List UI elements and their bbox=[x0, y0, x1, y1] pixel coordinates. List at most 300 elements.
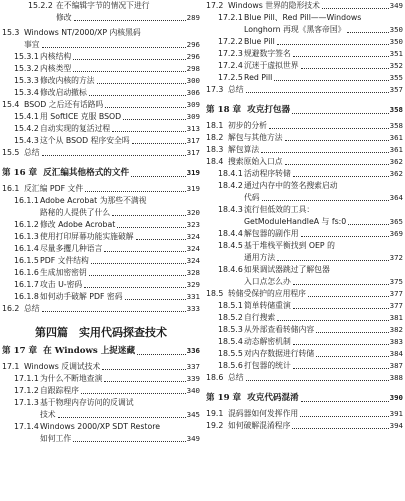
toc-entry-continuation bbox=[2, 433, 200, 445]
page-number: 313 bbox=[186, 124, 200, 133]
section-title: 通过内存中的签名搜索启动 bbox=[244, 181, 338, 190]
toc-entry bbox=[206, 180, 403, 192]
toc-entry-continuation bbox=[2, 409, 200, 421]
page-number: 324 bbox=[186, 256, 200, 265]
section-title: 生成加密密钥 bbox=[40, 268, 87, 277]
page-number: 298 bbox=[186, 64, 200, 73]
section-title: 基于物理内存访问的反调试 bbox=[40, 398, 134, 407]
section-number: 18.4.5 bbox=[218, 241, 243, 250]
page-number: 349 bbox=[186, 434, 200, 443]
page-number: 317 bbox=[186, 136, 200, 145]
section-title: 如何动手破解 PDF 密码 bbox=[40, 292, 123, 301]
toc-entry bbox=[2, 267, 200, 279]
dot-leader bbox=[293, 368, 389, 369]
toc-entry bbox=[2, 303, 200, 315]
page-number: 390 bbox=[389, 393, 403, 402]
dot-leader bbox=[104, 381, 185, 382]
toc-entry-continuation bbox=[206, 276, 403, 288]
toc-entry bbox=[2, 231, 200, 243]
page-number: 345 bbox=[186, 410, 200, 419]
toc-entry bbox=[2, 421, 200, 433]
toc-right-column bbox=[206, 0, 403, 432]
page-number: 358 bbox=[389, 121, 403, 130]
dot-leader bbox=[292, 113, 389, 114]
dot-leader bbox=[132, 143, 186, 144]
page-number: 384 bbox=[389, 349, 403, 358]
dot-leader bbox=[73, 59, 185, 60]
toc-entry bbox=[206, 144, 403, 156]
page-number: 296 bbox=[186, 40, 200, 49]
section-title: 如何工作 bbox=[40, 434, 72, 443]
toc-entry bbox=[2, 291, 200, 303]
toc-entry bbox=[206, 120, 403, 132]
section-number: 15.4.3 bbox=[14, 136, 39, 145]
chapter-number: 第 19 章 bbox=[206, 393, 242, 403]
dot-leader bbox=[123, 119, 185, 120]
page-number: 323 bbox=[186, 220, 200, 229]
dot-leader bbox=[348, 224, 388, 225]
toc-entry bbox=[2, 75, 200, 87]
section-number: 17.1.1 bbox=[14, 374, 39, 383]
section-title: Blue Pill、Red Pill——Windows bbox=[244, 13, 362, 22]
section-number: 18.4.1 bbox=[218, 169, 243, 178]
spacer bbox=[206, 384, 403, 391]
toc-entry-continuation bbox=[206, 192, 403, 204]
section-number: 17.2.4 bbox=[218, 61, 243, 70]
dot-leader bbox=[74, 20, 186, 21]
dot-leader bbox=[316, 332, 388, 333]
page-number: 372 bbox=[389, 253, 403, 262]
section-number: 18.4.2 bbox=[218, 181, 243, 190]
toc-entry bbox=[206, 420, 403, 432]
section-number: 18.5 bbox=[206, 289, 224, 298]
section-number: 17.2.1 bbox=[218, 13, 243, 22]
page-number: 352 bbox=[389, 61, 403, 70]
section-title: 搜索原始入口点 bbox=[228, 157, 283, 166]
section-number: 16.1.5 bbox=[14, 256, 39, 265]
page-number: 324 bbox=[186, 244, 200, 253]
section-title: Longhorn 再现《黑客帝国》 bbox=[244, 25, 346, 34]
page-number: 306 bbox=[186, 88, 200, 97]
section-number: 18.5.4 bbox=[218, 337, 243, 346]
dot-leader bbox=[308, 296, 389, 297]
page-number: 358 bbox=[389, 105, 403, 114]
section-title: 总结 bbox=[228, 85, 244, 94]
page-number: 383 bbox=[389, 337, 403, 346]
page-number: 382 bbox=[389, 325, 403, 334]
toc-entry bbox=[206, 84, 403, 96]
section-number: 15.5 bbox=[2, 148, 20, 157]
page-number: 337 bbox=[186, 362, 200, 371]
section-number: 18.1 bbox=[206, 121, 224, 130]
toc-entry bbox=[2, 27, 200, 39]
section-number: 18.4.3 bbox=[218, 205, 243, 214]
section-number: 16.1.7 bbox=[14, 280, 39, 289]
dot-leader bbox=[293, 284, 389, 285]
page-number: 381 bbox=[389, 313, 403, 322]
dot-leader bbox=[89, 275, 186, 276]
dot-leader bbox=[246, 92, 389, 93]
toc-entry bbox=[206, 288, 403, 300]
toc-entry bbox=[206, 348, 403, 360]
section-title: 内核结构 bbox=[40, 52, 72, 61]
spacer bbox=[2, 159, 200, 166]
section-title: 总结 bbox=[228, 373, 244, 382]
section-title: 如果调试器跳过了解包器 bbox=[244, 265, 330, 274]
section-number: 16.1 bbox=[2, 184, 20, 193]
page-number: 331 bbox=[186, 292, 200, 301]
toc-entry bbox=[206, 204, 403, 216]
section-title: 使用打印屏幕功能实施破解 bbox=[40, 232, 134, 241]
page-number: 362 bbox=[389, 157, 403, 166]
section-title: 规避数字签名 bbox=[244, 49, 291, 58]
toc-entry-continuation bbox=[2, 39, 200, 51]
toc-entry-continuation bbox=[206, 216, 403, 228]
toc-entry bbox=[206, 168, 403, 180]
dot-leader bbox=[137, 354, 186, 355]
dot-leader bbox=[262, 200, 389, 201]
section-number: 15.3.2 bbox=[14, 64, 39, 73]
section-number: 18.5.5 bbox=[218, 349, 243, 358]
section-number: 18.5.1 bbox=[218, 301, 243, 310]
page-number: 300 bbox=[186, 76, 200, 85]
section-number: 16.1.1 bbox=[14, 196, 39, 205]
page-number: 336 bbox=[186, 346, 200, 355]
toc-entry bbox=[206, 408, 403, 420]
chapter-number: 第 16 章 bbox=[2, 168, 38, 178]
section-title: 反汇编 PDF 文件 bbox=[24, 184, 84, 193]
toc-left-column bbox=[2, 0, 200, 445]
dot-leader bbox=[42, 155, 186, 156]
page-number: 355 bbox=[389, 73, 403, 82]
page-number: 388 bbox=[389, 373, 403, 382]
section-title: Windows NT/2000/XP 内核黑码 bbox=[24, 28, 141, 37]
toc-entry bbox=[2, 255, 200, 267]
toc-chapter-entry bbox=[2, 344, 200, 358]
section-number: 19.1 bbox=[206, 409, 224, 418]
toc-entry bbox=[206, 372, 403, 384]
dot-leader bbox=[131, 176, 186, 177]
page-number: 394 bbox=[389, 421, 403, 430]
dot-leader bbox=[125, 299, 186, 300]
toc-chapter-entry bbox=[206, 391, 403, 405]
section-title: 流行但低效的工具： bbox=[244, 205, 315, 214]
section-number: 16.2 bbox=[2, 304, 20, 313]
dot-leader bbox=[73, 441, 185, 442]
section-number: 17.3 bbox=[206, 85, 224, 94]
chapter-title: 攻克代码混淆 bbox=[247, 393, 299, 403]
section-title: Windows 反调试技术 bbox=[24, 362, 101, 371]
toc-entry bbox=[206, 0, 403, 12]
section-title: 攻击 U-密码 bbox=[40, 280, 83, 289]
section-title: 转储受保护的应用程序 bbox=[228, 289, 306, 298]
section-title: 技术 bbox=[40, 410, 56, 419]
section-title: 修改 bbox=[56, 13, 72, 22]
page-number: 309 bbox=[186, 100, 200, 109]
toc-entry bbox=[206, 72, 403, 84]
dot-leader bbox=[42, 47, 186, 48]
section-number: 18.5.6 bbox=[218, 361, 243, 370]
page-number: 289 bbox=[186, 13, 200, 22]
section-number: 17.2.3 bbox=[218, 49, 243, 58]
toc-entry bbox=[206, 48, 403, 60]
toc-entry bbox=[2, 147, 200, 159]
toc-entry bbox=[2, 51, 200, 63]
toc-entry-continuation bbox=[2, 12, 200, 24]
dot-leader bbox=[293, 176, 389, 177]
dot-leader bbox=[300, 416, 388, 417]
toc-entry bbox=[206, 240, 403, 252]
section-number: 17.1.3 bbox=[14, 398, 39, 407]
section-title: 事宜 bbox=[24, 40, 40, 49]
toc-entry bbox=[2, 87, 200, 99]
toc-entry bbox=[2, 361, 200, 373]
dot-leader bbox=[292, 428, 388, 429]
toc-entry bbox=[2, 135, 200, 147]
page-number: 387 bbox=[389, 361, 403, 370]
chapter-number: 第 17 章 bbox=[2, 346, 38, 356]
dot-leader bbox=[347, 32, 388, 33]
section-title: Windows 2000/XP SDT Restore bbox=[40, 422, 161, 431]
toc-entry bbox=[2, 279, 200, 291]
toc-entry bbox=[2, 111, 200, 123]
section-title: 代码 bbox=[244, 193, 260, 202]
page-number: 333 bbox=[186, 304, 200, 313]
section-number: 16.1.4 bbox=[14, 244, 39, 253]
section-title: 解包算法 bbox=[228, 145, 260, 154]
toc-chapter-entry bbox=[2, 166, 200, 180]
section-title: 为什么不断地查演 bbox=[40, 374, 103, 383]
dot-leader bbox=[89, 95, 186, 96]
page-number: 319 bbox=[186, 184, 200, 193]
dot-leader bbox=[102, 369, 185, 370]
section-title: 入口点怎么办 bbox=[244, 277, 291, 286]
section-title: 从外部查看转储内容 bbox=[244, 325, 315, 334]
chapter-title: 攻克打包器 bbox=[247, 105, 291, 115]
toc-entry bbox=[206, 300, 403, 312]
page-number: 319 bbox=[186, 168, 200, 177]
page-number: 317 bbox=[186, 148, 200, 157]
toc-entry-continuation bbox=[2, 207, 200, 219]
section-number: 15.3.1 bbox=[14, 52, 39, 61]
page-number: 377 bbox=[389, 289, 403, 298]
section-number: 15.3.4 bbox=[14, 88, 39, 97]
toc-entry bbox=[2, 385, 200, 397]
dot-leader bbox=[246, 380, 389, 381]
toc-entry bbox=[206, 12, 403, 24]
section-title: Red Pill bbox=[244, 73, 273, 82]
page-number: 361 bbox=[389, 133, 403, 142]
section-number: 18.5.2 bbox=[218, 313, 243, 322]
section-number: 18.4.6 bbox=[218, 265, 243, 274]
section-title: GetModuleHandleA 与 fs:0 bbox=[244, 217, 347, 226]
dot-leader bbox=[316, 356, 388, 357]
page-number: 309 bbox=[186, 112, 200, 121]
dot-leader bbox=[269, 128, 389, 129]
section-title: 总结 bbox=[24, 304, 40, 313]
section-number: 16.1.2 bbox=[14, 220, 39, 229]
dot-leader bbox=[285, 164, 389, 165]
toc-entry bbox=[206, 36, 403, 48]
section-number: 18.2 bbox=[206, 133, 224, 142]
section-number: 16.1.8 bbox=[14, 292, 39, 301]
dot-leader bbox=[322, 8, 389, 9]
section-title: 简单转储重演 bbox=[244, 301, 291, 310]
dot-leader bbox=[301, 68, 389, 69]
section-title: 解包与其他方法 bbox=[228, 133, 283, 142]
section-title: Windows 世界的隐形技术 bbox=[228, 1, 320, 10]
toc-entry bbox=[206, 228, 403, 240]
section-number: 19.2 bbox=[206, 421, 224, 430]
toc-entry bbox=[2, 195, 200, 207]
section-number: 18.4 bbox=[206, 157, 224, 166]
section-number: 17.2 bbox=[206, 1, 224, 10]
section-number: 18.3 bbox=[206, 145, 224, 154]
section-number: 16.1.3 bbox=[14, 232, 39, 241]
section-title: 动态解密机制 bbox=[244, 337, 291, 346]
toc-entry bbox=[206, 324, 403, 336]
section-number: 15.3.3 bbox=[14, 76, 39, 85]
chapter-title: 反汇编其他格式的文件 bbox=[43, 168, 130, 178]
toc-entry bbox=[2, 373, 200, 385]
section-title: 修改 Adobe Acrobat bbox=[40, 220, 116, 229]
dot-leader bbox=[277, 320, 388, 321]
page-number: 329 bbox=[186, 280, 200, 289]
section-number: 17.2.5 bbox=[218, 73, 243, 82]
section-title: 打包器的统计 bbox=[244, 361, 291, 370]
section-number: 17.2.2 bbox=[218, 37, 243, 46]
page-number: 364 bbox=[389, 193, 403, 202]
dot-leader bbox=[112, 215, 185, 216]
toc-entry bbox=[2, 99, 200, 111]
section-title: 在不编辑字节的情况下进行 bbox=[56, 1, 150, 10]
dot-leader bbox=[91, 263, 186, 264]
toc-entry bbox=[2, 183, 200, 195]
spacer bbox=[206, 96, 403, 103]
section-title: 自行搜索 bbox=[244, 313, 276, 322]
section-number: 15.2.2 bbox=[28, 1, 53, 10]
dot-leader bbox=[58, 417, 186, 418]
section-title: 初步的分析 bbox=[228, 121, 267, 130]
toc-entry bbox=[2, 63, 200, 75]
section-title: 路秘的人提供了什么 bbox=[40, 208, 111, 217]
toc-entry bbox=[206, 360, 403, 372]
section-title: 修改内核的方法 bbox=[40, 76, 95, 85]
section-title: 用 SoftICE 克服 BSOD bbox=[40, 112, 122, 121]
section-title: 混码器如何发挥作用 bbox=[228, 409, 299, 418]
section-title: BSOD 之后还有话路吗 bbox=[24, 100, 104, 109]
chapter-number: 第 18 章 bbox=[206, 105, 242, 115]
section-title: 沉迷于虚拟世界 bbox=[244, 61, 299, 70]
toc-entry bbox=[206, 264, 403, 276]
page-number: 377 bbox=[389, 301, 403, 310]
dot-leader bbox=[285, 140, 389, 141]
dot-leader bbox=[81, 393, 186, 394]
section-title: PDF 文件结构 bbox=[40, 256, 89, 265]
dot-leader bbox=[301, 401, 389, 402]
section-title: Adobe Acrobat 为那些不满视 bbox=[40, 196, 147, 205]
section-number: 18.6 bbox=[206, 373, 224, 382]
section-number: 17.1 bbox=[2, 362, 20, 371]
toc-entry bbox=[2, 219, 200, 231]
dot-leader bbox=[293, 344, 389, 345]
section-number: 15.4.1 bbox=[14, 112, 39, 121]
dot-leader bbox=[84, 287, 185, 288]
section-title: 通用方法 bbox=[244, 253, 276, 262]
section-title: 解包器的副作用 bbox=[244, 229, 299, 238]
toc-entry-continuation bbox=[206, 24, 403, 36]
section-title: 如何破解混淆程序 bbox=[228, 421, 291, 430]
page-number: 349 bbox=[389, 1, 403, 10]
page-number: 375 bbox=[389, 277, 403, 286]
toc-entry bbox=[2, 397, 200, 409]
toc-entry bbox=[206, 156, 403, 168]
section-title: 自跟踪程序 bbox=[40, 386, 79, 395]
page-number: 324 bbox=[186, 232, 200, 241]
page-number: 391 bbox=[389, 409, 403, 418]
dot-leader bbox=[261, 152, 388, 153]
dot-leader bbox=[274, 80, 388, 81]
page-number: 351 bbox=[389, 49, 403, 58]
toc-chapter-entry bbox=[206, 103, 403, 117]
section-title: Blue Pill bbox=[244, 37, 275, 46]
toc-entry bbox=[206, 312, 403, 324]
section-title: 自动实现的复活过程 bbox=[40, 124, 111, 133]
section-number: 15.4 bbox=[2, 100, 20, 109]
dot-leader bbox=[85, 191, 186, 192]
section-title: 尽量多攫几种语言 bbox=[40, 244, 103, 253]
section-title: 基于堆栈平衡找到 OEP 的 bbox=[244, 241, 335, 250]
toc-entry bbox=[206, 60, 403, 72]
section-number: 18.5.3 bbox=[218, 325, 243, 334]
toc-entry bbox=[2, 243, 200, 255]
page-number: 357 bbox=[389, 85, 403, 94]
dot-leader bbox=[136, 239, 186, 240]
dot-leader bbox=[277, 44, 389, 45]
dot-leader bbox=[73, 71, 185, 72]
dot-leader bbox=[104, 251, 185, 252]
section-title: 修改启动撤标 bbox=[40, 88, 87, 97]
toc-entry bbox=[206, 132, 403, 144]
dot-leader bbox=[112, 131, 185, 132]
page-number: 361 bbox=[389, 145, 403, 154]
dot-leader bbox=[277, 260, 388, 261]
page-number: 350 bbox=[389, 37, 403, 46]
section-number: 17.1.2 bbox=[14, 386, 39, 395]
page-number: 350 bbox=[389, 25, 403, 34]
section-number: 16.1.6 bbox=[14, 268, 39, 277]
part-heading: 第四篇 实用代码探查技术 bbox=[35, 326, 167, 339]
page-number: 369 bbox=[389, 229, 403, 238]
section-number: 18.4.4 bbox=[218, 229, 243, 238]
section-number: 15.4.2 bbox=[14, 124, 39, 133]
page-number: 365 bbox=[389, 217, 403, 226]
section-title: 内核类型 bbox=[40, 64, 72, 73]
dot-leader bbox=[42, 311, 186, 312]
toc-entry-continuation bbox=[206, 252, 403, 264]
dot-leader bbox=[97, 83, 186, 84]
chapter-title: 在 Windows 上捉迷藏 bbox=[43, 346, 136, 356]
page-number: 362 bbox=[389, 169, 403, 178]
page-number: 320 bbox=[186, 208, 200, 217]
toc-entry bbox=[2, 123, 200, 135]
page-number: 340 bbox=[186, 386, 200, 395]
spacer bbox=[2, 315, 200, 322]
section-number: 15.3 bbox=[2, 28, 20, 37]
toc-entry bbox=[2, 0, 200, 12]
page-number: 296 bbox=[186, 52, 200, 61]
section-title: 总结 bbox=[24, 148, 40, 157]
